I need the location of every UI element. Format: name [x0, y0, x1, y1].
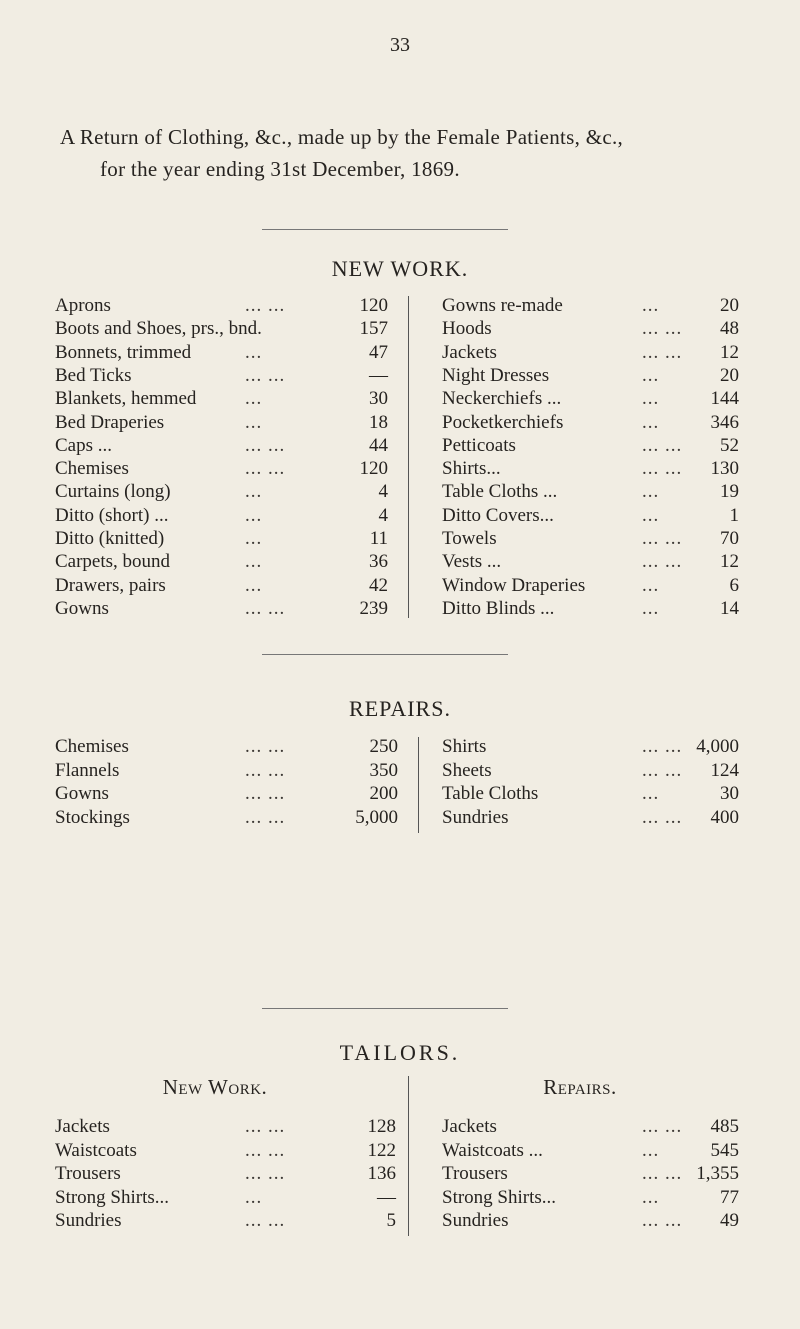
list-item — [55, 411, 400, 434]
item-name: Gowns — [55, 783, 109, 804]
list-item — [442, 480, 739, 503]
list-item — [442, 806, 739, 829]
page-number: 33 — [390, 34, 410, 56]
item-name: Ditto Covers... — [442, 504, 554, 526]
leader-dots: ... — [245, 504, 263, 526]
list-item — [55, 574, 400, 597]
leader-dots: ... ... — [642, 458, 683, 480]
item-quantity: 1,355 — [696, 1163, 739, 1184]
leader-dots: ... ... — [245, 783, 286, 804]
item-name: Sheets — [442, 759, 492, 781]
item-name: Strong Shirts... — [442, 1186, 557, 1208]
list-item — [55, 341, 400, 364]
item-name: Chemises — [55, 736, 129, 757]
item-name: Table Cloths — [442, 783, 539, 804]
item-quantity: 4 — [378, 481, 388, 503]
column-divider — [408, 296, 409, 618]
leader-dots: ... ... — [245, 1163, 286, 1184]
leader-dots: ... ... — [245, 736, 286, 757]
tailors-repairs-title: Repairs. — [543, 1075, 617, 1099]
list-item — [442, 387, 739, 410]
item-name: Boots and Shoes, prs., bnd. — [55, 318, 262, 340]
leader-dots: ... — [245, 481, 263, 503]
item-quantity: 30 — [720, 783, 739, 804]
column-divider — [408, 1076, 409, 1236]
item-name: Chemises — [55, 458, 129, 480]
item-quantity: 400 — [710, 806, 739, 828]
leader-dots: ... ... — [245, 806, 286, 828]
list-item — [442, 457, 739, 480]
item-quantity: 136 — [367, 1163, 396, 1184]
leader-dots: ... — [642, 597, 660, 619]
item-quantity: 128 — [367, 1116, 396, 1137]
item-name: Hoods — [442, 318, 492, 340]
item-quantity: 120 — [359, 458, 388, 480]
list-item — [442, 411, 739, 434]
leader-dots: ... ... — [245, 1210, 286, 1231]
leader-dots: ... ... — [245, 1116, 286, 1137]
item-name: Window Draperies — [442, 574, 586, 596]
leader-dots: ... ... — [245, 597, 286, 619]
item-quantity: 14 — [720, 597, 739, 619]
list-item — [55, 1209, 400, 1232]
item-quantity: 42 — [369, 574, 388, 596]
divider — [262, 654, 508, 655]
item-quantity: 200 — [369, 783, 398, 804]
item-quantity: 49 — [720, 1210, 739, 1231]
item-name: Gowns re-made — [442, 295, 563, 316]
item-quantity: 19 — [720, 481, 739, 503]
leader-dots: ... — [642, 783, 660, 804]
leader-dots: ... ... — [642, 551, 683, 573]
item-quantity: 346 — [710, 411, 739, 433]
item-quantity: 130 — [710, 458, 739, 480]
item-name: Jackets — [55, 1116, 110, 1137]
item-name: Stockings — [55, 806, 130, 828]
leader-dots: ... — [642, 574, 660, 596]
leader-dots: ... ... — [642, 318, 683, 340]
item-quantity: 20 — [720, 364, 739, 386]
list-item — [442, 597, 739, 620]
item-name: Jackets — [442, 341, 497, 363]
leader-dots: ... ... — [245, 434, 286, 456]
tailors-new-work-title: New Work. — [162, 1075, 268, 1099]
leader-dots: ... — [245, 411, 263, 433]
list-item — [55, 387, 400, 410]
item-quantity: 545 — [710, 1139, 739, 1161]
list-item — [55, 504, 400, 527]
leader-dots: ... ... — [642, 1163, 683, 1184]
item-name: Blankets, hemmed — [55, 388, 197, 410]
leader-dots: ... — [642, 481, 660, 503]
item-quantity: 5,000 — [355, 806, 398, 828]
item-name: Flannels — [55, 759, 120, 781]
leader-dots: ... — [245, 1186, 263, 1208]
item-quantity: — — [369, 364, 388, 386]
leader-dots: ... ... — [245, 759, 286, 781]
item-name: Bonnets, trimmed — [55, 341, 192, 363]
list-item — [442, 1139, 739, 1162]
list-item — [55, 317, 400, 340]
leader-dots: ... ... — [245, 364, 286, 386]
list-item — [442, 527, 739, 550]
item-quantity: 44 — [369, 434, 388, 456]
item-quantity: 120 — [359, 295, 388, 316]
leader-dots: ... — [642, 504, 660, 526]
list-item — [55, 1139, 400, 1162]
item-name: Bed Draperies — [55, 411, 165, 433]
leader-dots: ... ... — [642, 736, 683, 757]
item-quantity: 70 — [720, 528, 739, 549]
item-quantity: 11 — [369, 528, 388, 549]
item-name: Ditto (short) ... — [55, 504, 169, 526]
list-item — [55, 782, 400, 805]
leader-dots: ... ... — [642, 434, 683, 456]
item-quantity: — — [377, 1186, 396, 1208]
item-name: Bed Ticks — [55, 364, 132, 386]
leader-dots: ... — [245, 341, 263, 363]
list-item — [442, 317, 739, 340]
item-quantity: 18 — [369, 411, 388, 433]
item-name: Curtains (long) — [55, 481, 171, 503]
leader-dots: ... — [245, 388, 263, 410]
leader-dots: ... — [245, 551, 263, 573]
list-item — [442, 759, 739, 782]
list-item — [442, 1186, 739, 1209]
leader-dots: ... — [642, 364, 660, 386]
item-name: Sundries — [442, 806, 509, 828]
item-name: Strong Shirts... — [55, 1186, 170, 1208]
list-item — [55, 527, 400, 550]
leader-dots: ... ... — [245, 458, 286, 480]
item-quantity: 4,000 — [696, 736, 739, 757]
item-name: Trousers — [55, 1163, 121, 1184]
leader-dots: ... ... — [245, 1139, 286, 1161]
leader-dots: ... — [642, 295, 660, 316]
leader-dots: ... ... — [642, 341, 683, 363]
item-quantity: 1 — [729, 504, 739, 526]
item-name: Caps ... — [55, 434, 112, 456]
item-name: Gowns — [55, 597, 109, 619]
item-name: Shirts... — [442, 458, 501, 480]
list-item — [442, 550, 739, 573]
leader-dots: ... — [642, 1139, 660, 1161]
list-item — [55, 1162, 400, 1185]
list-item — [442, 1209, 739, 1232]
item-quantity: 350 — [369, 759, 398, 781]
item-quantity: 12 — [720, 551, 739, 573]
item-name: Waistcoats — [55, 1139, 137, 1161]
item-quantity: 36 — [369, 551, 388, 573]
list-item — [55, 1115, 400, 1138]
leader-dots: ... ... — [642, 1116, 683, 1137]
item-name: Trousers — [442, 1163, 508, 1184]
item-name: Ditto Blinds ... — [442, 597, 555, 619]
item-quantity: 48 — [720, 318, 739, 340]
leader-dots: ... ... — [642, 806, 683, 828]
list-item — [55, 550, 400, 573]
item-quantity: 250 — [369, 736, 398, 757]
item-quantity: 144 — [710, 388, 739, 410]
item-name: Shirts — [442, 736, 487, 757]
divider — [262, 1008, 508, 1009]
list-item — [55, 1186, 400, 1209]
heading-line-2: for the year ending 31st December, 1869. — [100, 157, 460, 181]
item-quantity: 77 — [720, 1186, 739, 1208]
item-quantity: 52 — [720, 434, 739, 456]
item-quantity: 6 — [729, 574, 739, 596]
list-item — [442, 341, 739, 364]
list-item — [442, 1115, 739, 1138]
item-quantity: 157 — [359, 318, 388, 340]
item-quantity: 122 — [367, 1139, 396, 1161]
item-name: Jackets — [442, 1116, 497, 1137]
item-name: Night Dresses — [442, 364, 550, 386]
leader-dots: ... — [245, 574, 263, 596]
list-item — [442, 782, 739, 805]
item-name: Ditto (knitted) — [55, 528, 165, 549]
list-item — [442, 364, 739, 387]
list-item — [442, 294, 739, 317]
item-name: Neckerchiefs ... — [442, 388, 562, 410]
item-quantity: 239 — [359, 597, 388, 619]
list-item — [442, 504, 739, 527]
list-item — [55, 457, 400, 480]
item-name: Sundries — [442, 1210, 509, 1231]
repairs-title: REPAIRS. — [349, 696, 451, 721]
list-item — [55, 597, 400, 620]
item-name: Drawers, pairs — [55, 574, 166, 596]
item-quantity: 47 — [369, 341, 388, 363]
item-name: Waistcoats ... — [442, 1139, 543, 1161]
list-item — [55, 806, 400, 829]
item-name: Sundries — [55, 1210, 122, 1231]
leader-dots: ... — [642, 388, 660, 410]
column-divider — [418, 737, 419, 833]
item-name: Table Cloths ... — [442, 481, 558, 503]
leader-dots: ... — [245, 528, 263, 549]
list-item — [55, 434, 400, 457]
leader-dots: ... ... — [642, 759, 683, 781]
new-work-title: NEW WORK. — [331, 256, 469, 281]
list-item — [442, 434, 739, 457]
item-name: Carpets, bound — [55, 551, 171, 573]
heading-line-1: A Return of Clothing, &c., made up by the Female Patients, &c., — [60, 125, 624, 149]
item-quantity: 12 — [720, 341, 739, 363]
list-item — [55, 364, 400, 387]
item-quantity: 20 — [720, 295, 739, 316]
leader-dots: ... — [642, 1186, 660, 1208]
leader-dots: ... ... — [642, 1210, 683, 1231]
item-quantity: 4 — [378, 504, 388, 526]
list-item — [442, 1162, 739, 1185]
list-item — [55, 735, 400, 758]
item-name: Petticoats — [442, 434, 516, 456]
list-item — [442, 574, 739, 597]
tailors-title: TAILORS. — [339, 1040, 461, 1065]
list-item — [55, 480, 400, 503]
item-quantity: 485 — [710, 1116, 739, 1137]
item-name: Aprons — [55, 295, 111, 316]
item-name: Towels — [442, 528, 497, 549]
list-item — [55, 759, 400, 782]
item-quantity: 124 — [710, 759, 739, 781]
divider — [262, 229, 508, 230]
list-item — [55, 294, 400, 317]
list-item — [442, 735, 739, 758]
leader-dots: ... — [642, 411, 660, 433]
item-quantity: 30 — [369, 388, 388, 410]
item-name: Vests ... — [442, 551, 502, 573]
leader-dots: ... ... — [642, 528, 683, 549]
leader-dots: ... ... — [245, 295, 286, 316]
item-name: Pocketkerchiefs — [442, 411, 564, 433]
item-quantity: 5 — [386, 1210, 396, 1231]
